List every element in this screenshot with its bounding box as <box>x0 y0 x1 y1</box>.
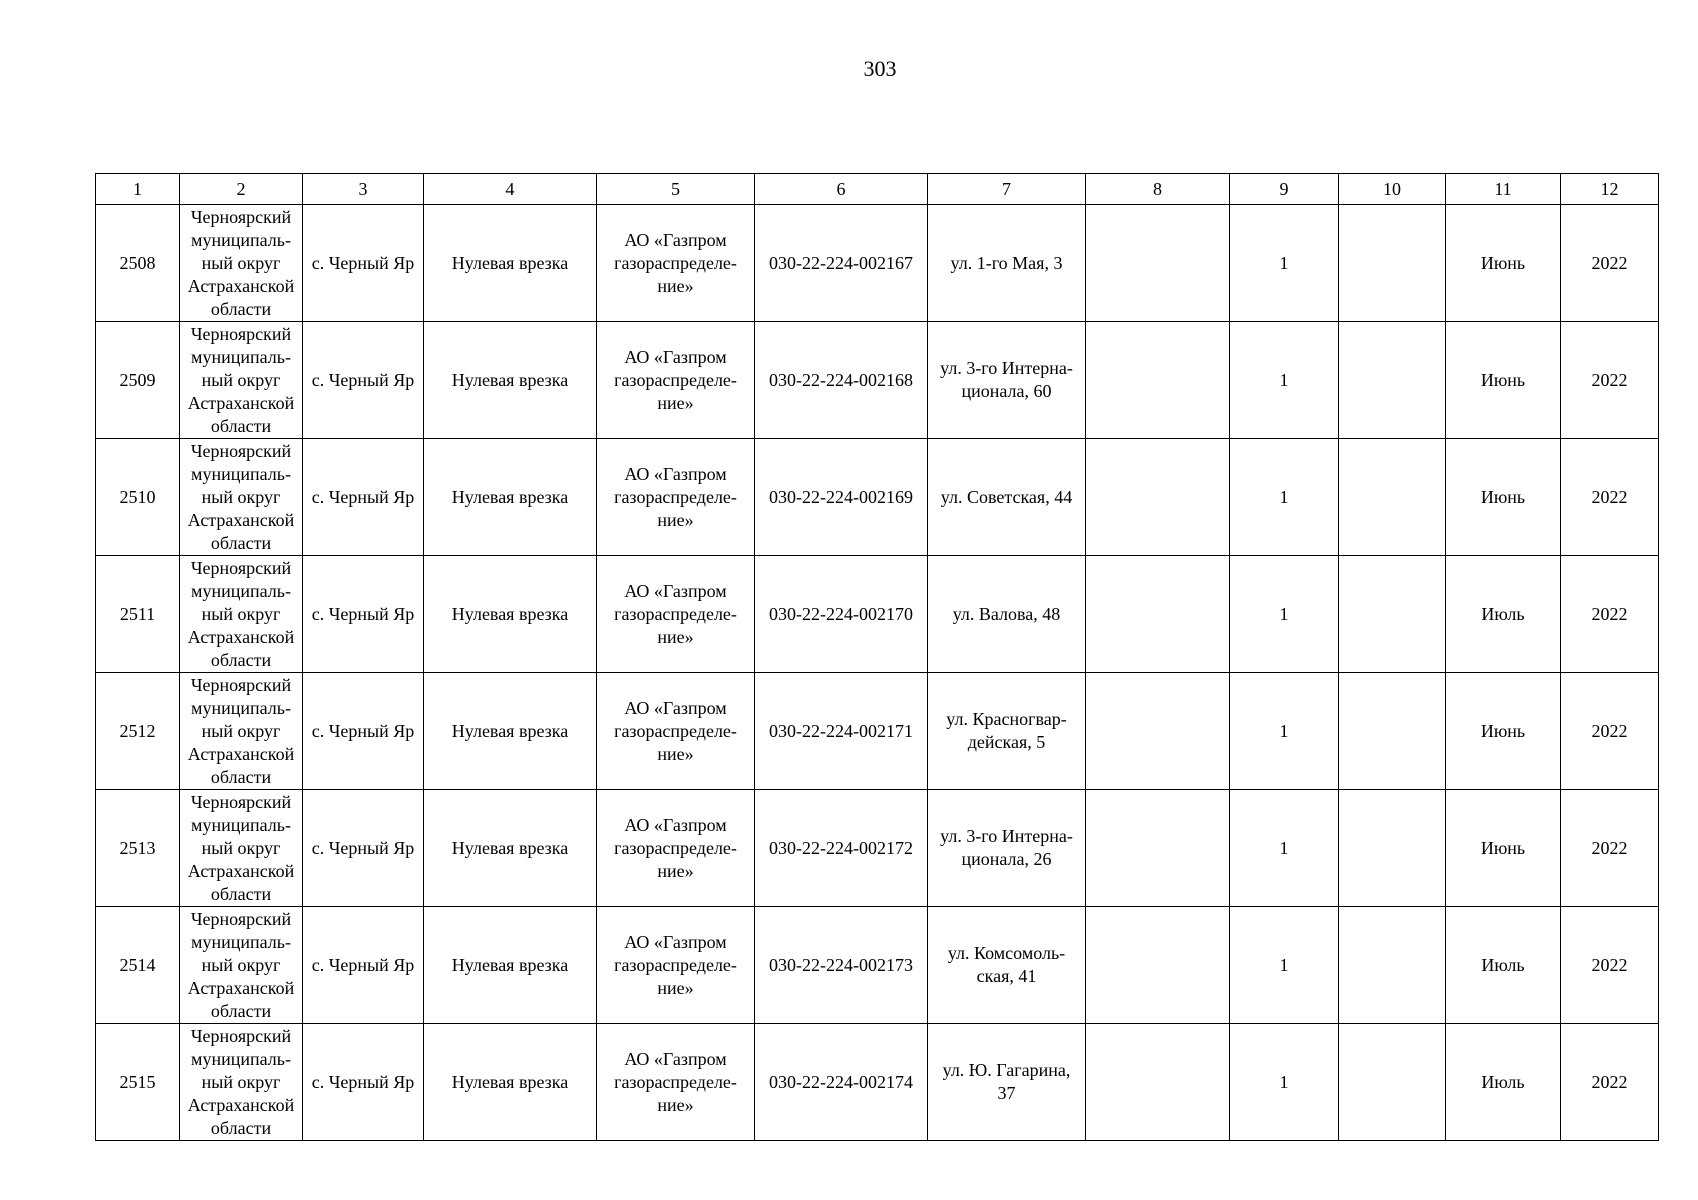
month-cell: Июль <box>1446 907 1561 1024</box>
page-number: 303 <box>863 56 897 81</box>
organization-cell: АО «Газпром газораспределе- ние» <box>597 322 755 439</box>
column-header: 8 <box>1086 174 1230 205</box>
quantity-cell: 1 <box>1230 439 1339 556</box>
organization-cell: АО «Газпром газораспределе- ние» <box>597 439 755 556</box>
column-8-cell <box>1086 439 1230 556</box>
address-cell: ул. Красногвар- дейская, 5 <box>928 673 1086 790</box>
column-10-cell <box>1339 790 1446 907</box>
municipality-cell: Черноярский муниципаль- ный округ Астраханской области <box>180 907 303 1024</box>
settlement-cell: с. Черный Яр <box>303 1024 424 1141</box>
month-cell: Июнь <box>1446 673 1561 790</box>
column-header: 2 <box>180 174 303 205</box>
year-cell: 2022 <box>1561 673 1659 790</box>
column-header: 11 <box>1446 174 1561 205</box>
column-8-cell <box>1086 1024 1230 1141</box>
municipality-cell: Черноярский муниципаль- ный округ Астраханской области <box>180 673 303 790</box>
row-number-cell: 2510 <box>96 439 180 556</box>
settlement-cell: с. Черный Яр <box>303 205 424 322</box>
year-cell: 2022 <box>1561 322 1659 439</box>
quantity-cell: 1 <box>1230 907 1339 1024</box>
month-cell: Июнь <box>1446 205 1561 322</box>
column-10-cell <box>1339 556 1446 673</box>
work-type-cell: Нулевая врезка <box>424 205 597 322</box>
column-header: 12 <box>1561 174 1659 205</box>
column-8-cell <box>1086 322 1230 439</box>
address-cell: ул. 3-го Интерна- ционала, 26 <box>928 790 1086 907</box>
municipality-cell: Черноярский муниципаль- ный округ Астраханской области <box>180 205 303 322</box>
municipality-cell: Черноярский муниципаль- ный округ Астраханской области <box>180 790 303 907</box>
table-row <box>96 322 1659 439</box>
month-cell: Июль <box>1446 556 1561 673</box>
gas-connection-table <box>95 173 1659 1141</box>
row-number-cell: 2513 <box>96 790 180 907</box>
quantity-cell: 1 <box>1230 556 1339 673</box>
organization-cell: АО «Газпром газораспределе- ние» <box>597 205 755 322</box>
column-10-cell <box>1339 439 1446 556</box>
settlement-cell: с. Черный Яр <box>303 673 424 790</box>
column-8-cell <box>1086 673 1230 790</box>
row-number-cell: 2512 <box>96 673 180 790</box>
row-number-cell: 2509 <box>96 322 180 439</box>
row-number-cell: 2515 <box>96 1024 180 1141</box>
quantity-cell: 1 <box>1230 790 1339 907</box>
table-row <box>96 907 1659 1024</box>
address-cell: ул. Ю. Гагарина, 37 <box>928 1024 1086 1141</box>
table-row <box>96 205 1659 322</box>
municipality-cell: Черноярский муниципаль- ный округ Астраханской области <box>180 439 303 556</box>
row-number-cell: 2508 <box>96 205 180 322</box>
column-8-cell <box>1086 790 1230 907</box>
column-header: 4 <box>424 174 597 205</box>
municipality-cell: Черноярский муниципаль- ный округ Астраханской области <box>180 1024 303 1141</box>
column-header: 9 <box>1230 174 1339 205</box>
column-8-cell <box>1086 205 1230 322</box>
settlement-cell: с. Черный Яр <box>303 322 424 439</box>
table-row <box>96 439 1659 556</box>
address-cell: ул. 1-го Мая, 3 <box>928 205 1086 322</box>
settlement-cell: с. Черный Яр <box>303 556 424 673</box>
quantity-cell: 1 <box>1230 205 1339 322</box>
code-cell: 030-22-224-002168 <box>755 322 928 439</box>
year-cell: 2022 <box>1561 556 1659 673</box>
settlement-cell: с. Черный Яр <box>303 439 424 556</box>
address-cell: ул. Валова, 48 <box>928 556 1086 673</box>
column-header: 7 <box>928 174 1086 205</box>
address-cell: ул. Советская, 44 <box>928 439 1086 556</box>
code-cell: 030-22-224-002167 <box>755 205 928 322</box>
code-cell: 030-22-224-002174 <box>755 1024 928 1141</box>
municipality-cell: Черноярский муниципаль- ный округ Астраханской области <box>180 556 303 673</box>
table-row <box>96 673 1659 790</box>
column-10-cell <box>1339 322 1446 439</box>
quantity-cell: 1 <box>1230 673 1339 790</box>
year-cell: 2022 <box>1561 205 1659 322</box>
year-cell: 2022 <box>1561 790 1659 907</box>
column-header: 10 <box>1339 174 1446 205</box>
month-cell: Июнь <box>1446 322 1561 439</box>
month-cell: Июнь <box>1446 790 1561 907</box>
column-header: 5 <box>597 174 755 205</box>
column-header: 3 <box>303 174 424 205</box>
column-header: 6 <box>755 174 928 205</box>
table-row <box>96 556 1659 673</box>
header-row <box>96 174 1659 205</box>
organization-cell: АО «Газпром газораспределе- ние» <box>597 790 755 907</box>
organization-cell: АО «Газпром газораспределе- ние» <box>597 556 755 673</box>
organization-cell: АО «Газпром газораспределе- ние» <box>597 907 755 1024</box>
column-8-cell <box>1086 907 1230 1024</box>
code-cell: 030-22-224-002172 <box>755 790 928 907</box>
organization-cell: АО «Газпром газораспределе- ние» <box>597 673 755 790</box>
code-cell: 030-22-224-002170 <box>755 556 928 673</box>
table-row <box>96 790 1659 907</box>
work-type-cell: Нулевая врезка <box>424 790 597 907</box>
code-cell: 030-22-224-002169 <box>755 439 928 556</box>
address-cell: ул. Комсомоль- ская, 41 <box>928 907 1086 1024</box>
work-type-cell: Нулевая врезка <box>424 322 597 439</box>
year-cell: 2022 <box>1561 439 1659 556</box>
code-cell: 030-22-224-002171 <box>755 673 928 790</box>
work-type-cell: Нулевая врезка <box>424 1024 597 1141</box>
column-10-cell <box>1339 907 1446 1024</box>
work-type-cell: Нулевая врезка <box>424 556 597 673</box>
year-cell: 2022 <box>1561 907 1659 1024</box>
municipality-cell: Черноярский муниципаль- ный округ Астраханской области <box>180 322 303 439</box>
row-number-cell: 2514 <box>96 907 180 1024</box>
quantity-cell: 1 <box>1230 1024 1339 1141</box>
work-type-cell: Нулевая врезка <box>424 439 597 556</box>
settlement-cell: с. Черный Яр <box>303 907 424 1024</box>
work-type-cell: Нулевая врезка <box>424 907 597 1024</box>
column-8-cell <box>1086 556 1230 673</box>
column-10-cell <box>1339 205 1446 322</box>
row-number-cell: 2511 <box>96 556 180 673</box>
month-cell: Июнь <box>1446 439 1561 556</box>
settlement-cell: с. Черный Яр <box>303 790 424 907</box>
column-header: 1 <box>96 174 180 205</box>
work-type-cell: Нулевая врезка <box>424 673 597 790</box>
code-cell: 030-22-224-002173 <box>755 907 928 1024</box>
column-10-cell <box>1339 673 1446 790</box>
table-row <box>96 1024 1659 1141</box>
column-10-cell <box>1339 1024 1446 1141</box>
year-cell: 2022 <box>1561 1024 1659 1141</box>
organization-cell: АО «Газпром газораспределе- ние» <box>597 1024 755 1141</box>
address-cell: ул. 3-го Интерна- ционала, 60 <box>928 322 1086 439</box>
quantity-cell: 1 <box>1230 322 1339 439</box>
month-cell: Июль <box>1446 1024 1561 1141</box>
